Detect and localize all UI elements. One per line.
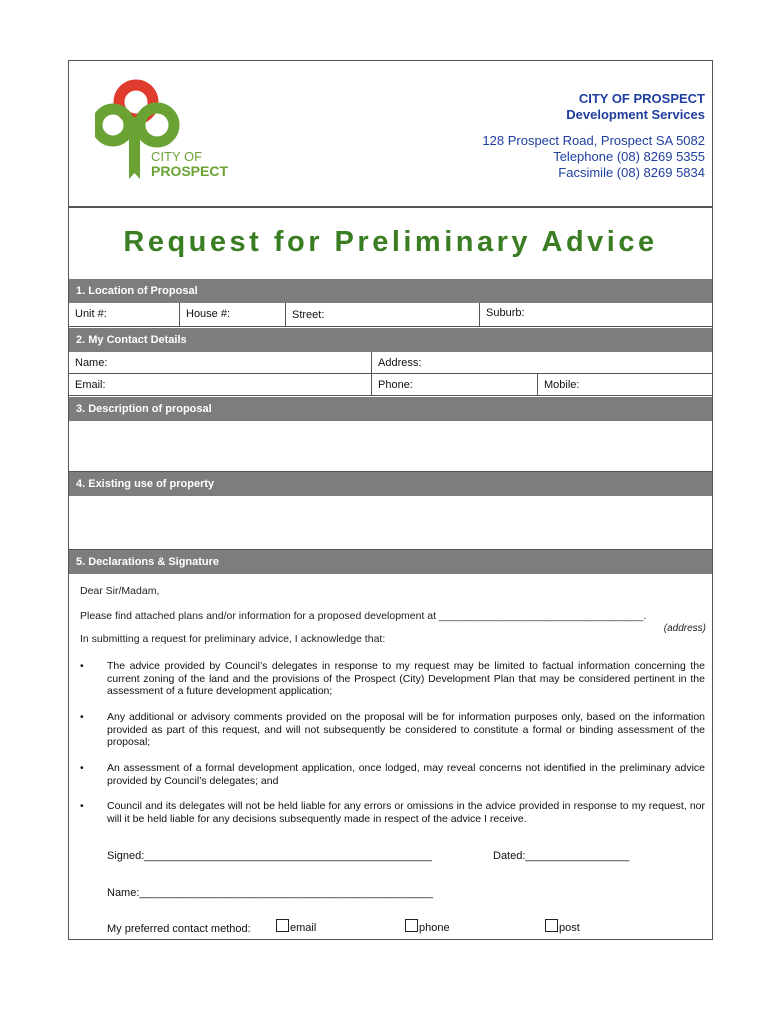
request-form: CITY OF PROSPECT CITY OF PROSPECT Development Services 128 Prospect Road, Prospect SA 5082 Telephone (08) 8269 5355 Facsimile (08) 8269 5834 Request for Preliminary Advice 1. Location of Proposal Unit #: House #: Street: Suburb: 2. My Contact Details Name: Address: Email: Phone: Mobile: 3. Description of proposal 4. Existing use of property 5. Declarations & Signature Dear Sir/Madam, Please find attached plans and/or information for a proposed development at ___________________________________. (address) In submitting a request for preliminary advice, I acknowledge that: • The advice provided by Council’s delegates in response to my request may be limited to factual information concerning the current zoning of the land and the provisions of the Prospect (City) Development Plan that may be considered pertinent in the assessment of a future development application; • Any additional or advisory comments provided on the proposal will be for information purposes only, based on the information provided as part of this request, and will not subsequently be considered to constitute a formal or binding assessment of the proposal; • An assessment of a formal development application, once lodged, may reveal concerns not identified in the preliminary advice provided by Council’s delegates; and • Council and its delegates will not be held liable for any errors or omissions in the advice provided in response to my request, nor will it be held liable for any decisions subsequently made in respect of the advice I receive. Signed:_______________________________________________ Dated:_________________ Name:________________________________________________ My preferred contact method: email phone post (68, 60, 713, 940)
address-hint: (address) (663, 623, 706, 634)
greeting: Dear Sir/Madam, (80, 585, 160, 597)
address-field[interactable]: Address: (371, 352, 714, 373)
org-telephone: Telephone (08) 8269 5355 (553, 149, 705, 164)
email-field[interactable]: Email: (75, 379, 106, 391)
existing-use-textarea[interactable] (69, 496, 712, 550)
mobile-field[interactable]: Mobile: (537, 374, 714, 395)
email-checkbox[interactable] (276, 919, 289, 932)
name-field[interactable]: Name: (75, 357, 108, 369)
section-contact-heading: 2. My Contact Details (69, 328, 712, 352)
organisation-details (482, 91, 705, 181)
location-row (69, 303, 712, 327)
bullet-icon: • (80, 800, 84, 812)
acknowledge-text: In submitting a request for preliminary advice, I acknowledge that: (80, 633, 386, 645)
org-department: Development Services (566, 107, 705, 122)
phone-checkbox[interactable] (405, 919, 418, 932)
org-facsimile: Facsimile (08) 8269 5834 (558, 165, 705, 180)
section-existing-use-heading: 4. Existing use of property (69, 472, 712, 496)
contact-row-1 (69, 352, 712, 374)
bullet-icon: • (80, 660, 84, 672)
street-field[interactable]: Street: (285, 303, 479, 326)
section-declarations-heading: 5. Declarations & Signature (69, 550, 712, 574)
bullet-icon: • (80, 711, 84, 723)
intro-text: Please find attached plans and/or information for a proposed development at ___________________________________. (80, 610, 647, 622)
contact-option-post[interactable]: post (545, 919, 580, 934)
house-field[interactable]: House #: (179, 303, 285, 326)
section-description-heading: 3. Description of proposal (69, 397, 712, 421)
org-name: CITY OF PROSPECT (578, 91, 705, 106)
contact-option-email[interactable]: email (276, 919, 316, 934)
signatory-name-field[interactable]: Name:________________________________________________ (107, 887, 434, 899)
phone-field[interactable]: Phone: (371, 374, 537, 395)
org-address: 128 Prospect Road, Prospect SA 5082 (482, 133, 705, 148)
suburb-field[interactable]: Suburb: (479, 303, 714, 326)
form-header (69, 61, 712, 208)
dated-field[interactable]: Dated:_________________ (493, 850, 630, 862)
unit-field[interactable]: Unit #: (75, 308, 107, 320)
contact-option-phone[interactable]: phone (405, 919, 450, 934)
section-location-heading: 1. Location of Proposal (69, 279, 712, 303)
logo-text-prospect: PROSPECT (151, 163, 229, 179)
bullet-icon: • (80, 762, 84, 774)
description-textarea[interactable] (69, 421, 712, 472)
contact-method-label: My preferred contact method: (107, 923, 251, 935)
post-checkbox[interactable] (545, 919, 558, 932)
city-of-prospect-logo (95, 77, 245, 189)
logo-text-city-of: CITY OF (151, 149, 203, 164)
form-title: Request for Preliminary Advice (123, 226, 658, 258)
signed-field[interactable]: Signed:_______________________________________________ (107, 850, 432, 862)
contact-row-2 (69, 374, 712, 396)
